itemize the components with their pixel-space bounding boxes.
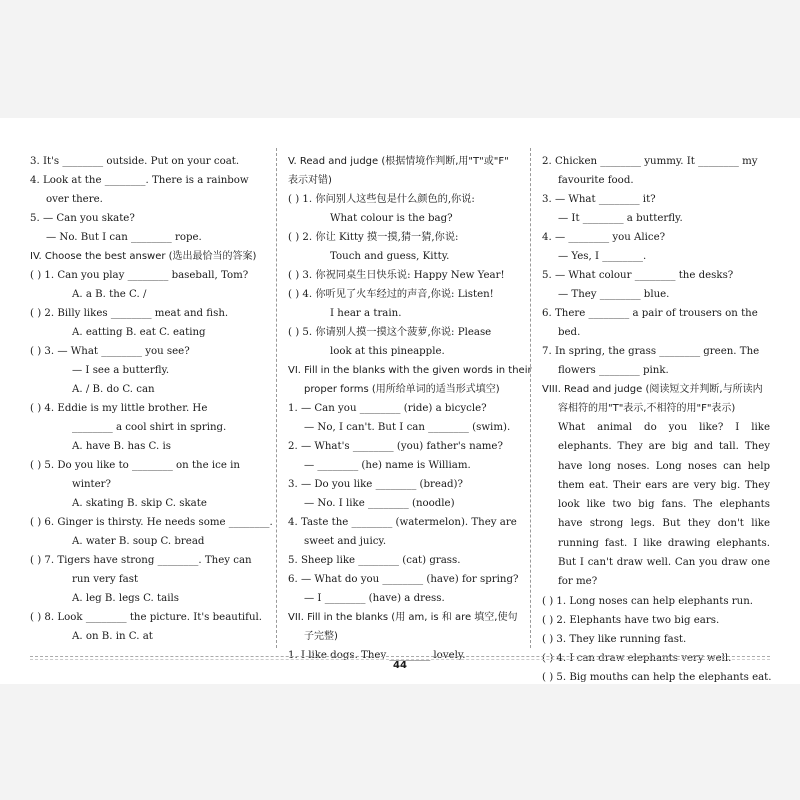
exercise-line: flowers ________ pink. xyxy=(558,365,669,376)
exercise-line: IV. Choose the best answer (选出最恰当的答案) xyxy=(30,251,257,262)
exercise-line: — No. But I can ________ rope. xyxy=(46,232,202,243)
exercise-line: — No. I like ________ (noodle) xyxy=(304,498,455,509)
left-column xyxy=(30,152,273,646)
exercise-line: 5. — What colour ________ the desks? xyxy=(542,270,734,281)
exercise-line: ( ) 4. 你听见了火车经过的声音,你说: Listen! xyxy=(288,289,494,300)
exercise-line: V. Read and judge (根据情境作判断,用"T"或"F" xyxy=(288,156,509,167)
exercise-line: A. on B. in C. at xyxy=(72,631,153,642)
exercise-line: — It ________ a butterfly. xyxy=(558,213,683,224)
exercise-line: run very fast xyxy=(72,574,139,585)
bottom-margin-band xyxy=(0,684,800,800)
exercise-line: sweet and juicy. xyxy=(304,536,387,547)
exercise-line: ( ) 2. Billy likes ________ meat and fish. xyxy=(30,308,229,319)
exercise-line: 1. I like dogs. They ________ lovely. xyxy=(288,650,466,661)
footer-rule xyxy=(30,656,770,657)
exercise-line: ( ) 5. 你请别人摸一摸这个菠萝,你说: Please xyxy=(288,327,492,338)
exercise-line: favourite food. xyxy=(558,175,634,186)
page-number: 44 xyxy=(393,660,407,671)
exercise-line: 4. Taste the ________ (watermelon). They are xyxy=(288,517,517,528)
exercise-line: ( ) 1. 你问别人这些包是什么颜色的,你说: xyxy=(288,194,475,205)
exercise-line: VI. Fill in the blanks with the given words in their xyxy=(288,365,532,376)
exercise-line: A. have B. has C. is xyxy=(72,441,171,452)
exercise-line: Touch and guess, Kitty. xyxy=(330,251,450,262)
exercise-line: 2. — What's ________ (you) father's name? xyxy=(288,441,503,452)
exercise-line: 3. — Do you like ________ (bread)? xyxy=(288,479,463,490)
exercise-line: winter? xyxy=(72,479,111,490)
column-divider-left xyxy=(276,148,277,648)
exercise-line: ( ) 2. 你让 Kitty 摸一摸,猜一猜,你说: xyxy=(288,232,459,243)
exercise-line: over there. xyxy=(46,194,103,205)
top-margin-band xyxy=(0,0,800,118)
exercise-line: 表示对错) xyxy=(288,175,332,186)
exercise-line: ( ) 7. Tigers have strong ________. They can xyxy=(30,555,252,566)
exercise-line: A. eatting B. eat C. eating xyxy=(72,327,206,338)
exercise-line: — ________ (he) name is William. xyxy=(304,460,471,471)
exercise-line: 1. — Can you ________ (ride) a bicycle? xyxy=(288,403,487,414)
exercise-line: — No, I can't. But I can ________ (swim). xyxy=(304,422,511,433)
exercise-line: ( ) 8. Look ________ the picture. It's beautiful. xyxy=(30,612,263,623)
exercise-line: 子完整) xyxy=(304,631,338,642)
exercise-line: VIII. Read and judge (阅读短文并判断,与所读内 xyxy=(542,384,763,395)
middle-column xyxy=(288,152,532,665)
right-column xyxy=(542,152,770,687)
worksheet-page xyxy=(0,118,800,684)
exercise-line: A. / B. do C. can xyxy=(72,384,155,395)
exercise-line: A. leg B. legs C. tails xyxy=(72,593,179,604)
exercise-line: 5. — Can you skate? xyxy=(30,213,135,224)
exercise-line: I hear a train. xyxy=(330,308,402,319)
exercise-line: look at this pineapple. xyxy=(330,346,445,357)
exercise-line: A. a B. the C. / xyxy=(72,289,147,300)
reading-passage: What animal do you like? I like elephants. They are big and tall. They have long noses. Long noses can help them eat. Their ears are very big. They look like two big fans. The elephants have strong legs. But they don't like running fast. I like drawing elephants. But I can't draw well. Can you draw one for me? xyxy=(558,422,770,588)
exercise-line: A. skating B. skip C. skate xyxy=(72,498,207,509)
exercise-line: — They ________ blue. xyxy=(558,289,670,300)
exercise-line: A. water B. soup C. bread xyxy=(72,536,205,547)
exercise-line: 2. Chicken ________ yummy. It ________ my xyxy=(542,156,758,167)
exercise-line: ________ a cool shirt in spring. xyxy=(72,422,227,433)
exercise-line: 容相符的用"T"表示,不相符的用"F"表示) xyxy=(558,403,736,414)
exercise-line: What colour is the bag? xyxy=(330,213,453,224)
exercise-line: — Yes, I ________. xyxy=(558,251,647,262)
judge-statements xyxy=(542,592,770,687)
judge-line: ( ) 1. Long noses can help elephants run. xyxy=(542,595,754,607)
exercise-line: — I ________ (have) a dress. xyxy=(304,593,445,604)
column-divider-right xyxy=(530,148,531,648)
exercise-line: ( ) 5. Do you like to ________ on the ice in xyxy=(30,460,240,471)
exercise-line: 6. There ________ a pair of trousers on the xyxy=(542,308,758,319)
judge-line: ( ) 2. Elephants have two big ears. xyxy=(542,614,720,626)
judge-line: ( ) 5. Big mouths can help the elephants eat. xyxy=(542,671,772,683)
exercise-line: bed. xyxy=(558,327,581,338)
exercise-line: ( ) 6. Ginger is thirsty. He needs some ________. xyxy=(30,517,273,528)
exercise-line: 6. — What do you ________ (have) for spring? xyxy=(288,574,519,585)
exercise-line: ( ) 4. Eddie is my little brother. He xyxy=(30,403,208,414)
exercise-line: 4. — ________ you Alice? xyxy=(542,232,666,243)
exercise-line: 5. Sheep like ________ (cat) grass. xyxy=(288,555,461,566)
exercise-line: VII. Fill in the blanks (用 am, is 和 are 填空,使句 xyxy=(288,612,518,623)
exercise-line: ( ) 3. — What ________ you see? xyxy=(30,346,190,357)
exercise-line: 4. Look at the ________. There is a rainbow xyxy=(30,175,249,186)
exercise-line: 7. In spring, the grass ________ green. The xyxy=(542,346,760,357)
exercise-line: — I see a butterfly. xyxy=(72,365,170,376)
exercise-line: 3. It's ________ outside. Put on your coat. xyxy=(30,156,240,167)
exercise-line: ( ) 1. Can you play ________ baseball, Tom? xyxy=(30,270,249,281)
exercise-line: 3. — What ________ it? xyxy=(542,194,656,205)
exercise-line: ( ) 3. 你祝同桌生日快乐说: Happy New Year! xyxy=(288,270,505,281)
exercise-line: proper forms (用所给单词的适当形式填空) xyxy=(304,384,500,395)
judge-line: ( ) 3. They like running fast. xyxy=(542,633,687,645)
judge-line: ( ) 4. I can draw elephants very well. xyxy=(542,652,732,664)
right-column-exercises xyxy=(542,152,770,418)
